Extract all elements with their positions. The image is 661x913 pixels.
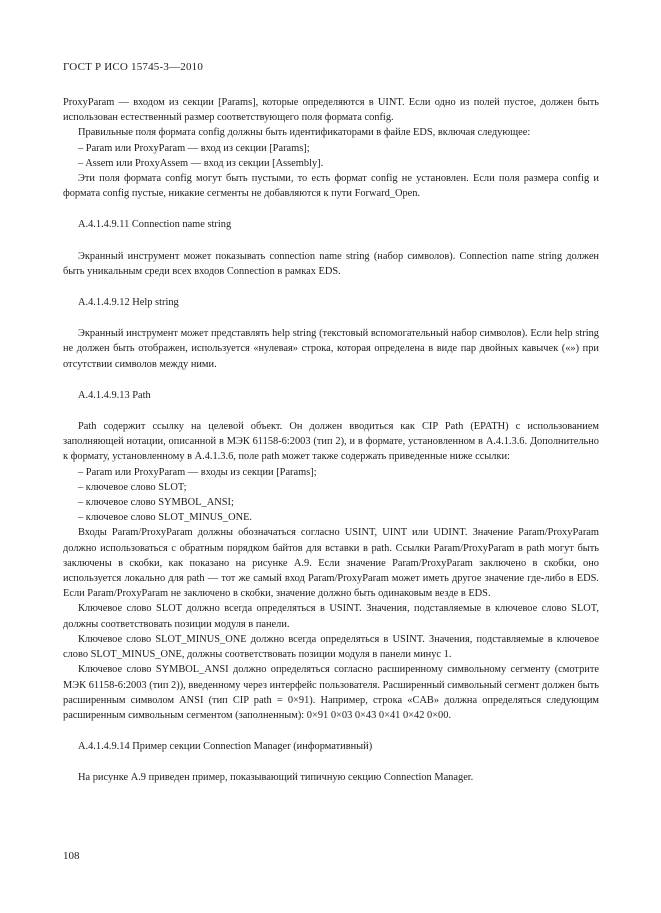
- page-number: 108: [63, 850, 80, 862]
- paragraph: На рисунке А.9 приведен пример, показывающий типичную секцию Connection Manager.: [78, 772, 474, 784]
- paragraph: Ключевое слово SLOT должно всегда определяться в USINT. Значения, подставляемые в ключевое слово SLOT, должны соответствовать позиции модуля в панели.: [63, 603, 599, 630]
- paragraph: ProxyParam — входом из секции [Params], которые определяются в UINT. Если одно из полей пустое, должен быть использован естественный размер соответствующего поля формата config.: [63, 97, 599, 124]
- list-item: – ключевое слово SYMBOL_ANSI;: [78, 497, 234, 509]
- section-heading: А.4.1.4.9.11 Connection name string: [78, 219, 232, 231]
- paragraph: Правильные поля формата config должны быть идентификаторами в файле EDS, включая следующее:: [78, 127, 531, 139]
- list-item: – Param или ProxyParam — входы из секции [Params];: [78, 466, 317, 478]
- section-heading: А.4.1.4.9.13 Path: [78, 389, 151, 401]
- paragraph: Экранный инструмент может представлять help string (текстовый вспомогательный набор символов). Если help string не должен быть отображен, используется «нулевая» строка, которая определена в виде пар двойных кавычек («») при отсутствии символов между ними.: [63, 328, 599, 370]
- paragraph: Экранный инструмент может показывать connection name string (набор символов). Connection name string должен быть уникальным среди всех входов Connection в рамках EDS.: [63, 250, 599, 277]
- paragraph: Path содержит ссылку на целевой объект. Он должен вводиться как CIP Path (EPATH) с использованием заполняющей нотации, описанной в МЭК 61158-6:2003 (тип 2), и в формате, установленном в А.4.1.3.6. Дополнительно к формату, установленному в А.4.1.3.6, поле path может также содержать приведенные ниже ссылки:: [63, 421, 599, 463]
- paragraph: Ключевое слово SLOT_MINUS_ONE должно всегда определяться в USINT. Значения, подставляемые в ключевое слово SLOT_MINUS_ONE, должны соответствовать позиции модуля в панели минус 1.: [63, 633, 599, 661]
- standard-header: ГОСТ Р ИСО 15745-3—2010: [63, 61, 204, 73]
- paragraph: Входы Param/ProxyParam должны обозначаться согласно USINT, UINT или UDINT. Значение Param/ProxyParam должно использоваться с обратным порядком байтов для вставки в path. Ссылки Param/ProxyParam в path могут быть заключены в скобки, как показано на рисунке А.9. Если значение Param/ProxyParam заключено в скобки, оно используется локально для path — тот же самый вход Param/ProxyParam может иметь другое значение где-либо в EDS. Если Param/ProxyParam не заключено в скобки, значение должно быть одинаковым везде в EDS.: [63, 527, 599, 600]
- document-body: [63, 95, 599, 786]
- list-item: – ключевое слово SLOT_MINUS_ONE.: [78, 512, 253, 524]
- section-heading: А.4.1.4.9.14 Пример секции Connection Manager (информативный): [78, 741, 373, 753]
- list-item: – Assem или ProxyAssem — вход из секции [Assembly].: [78, 157, 324, 169]
- list-item: – ключевое слово SLOT;: [78, 481, 187, 493]
- paragraph: Ключевое слово SYMBOL_ANSI должно определяться согласно расширенному символьному сегменту (смотрите МЭК 61158-6:2003 (тип 2)), введенному через интерфейс пользователя. Расширенный символьный сегмент должен быть расширенным символом ANSI (тип CIP path = 0×91). Например, строка «CAB» должна определяться следующим расширенным символьным сегментом (заполненным): 0×91 0×03 0×43 0×41 0×42 0×00.: [63, 664, 599, 721]
- paragraph: Эти поля формата config могут быть пустыми, то есть формат config не установлен. Если поля размера config и формата config пустые, никакие сегменты не добавляются к пути Forward_Open.: [63, 173, 599, 200]
- section-heading: А.4.1.4.9.12 Help string: [78, 297, 179, 309]
- list-item: – Param или ProxyParam — вход из секции [Params];: [78, 142, 310, 154]
